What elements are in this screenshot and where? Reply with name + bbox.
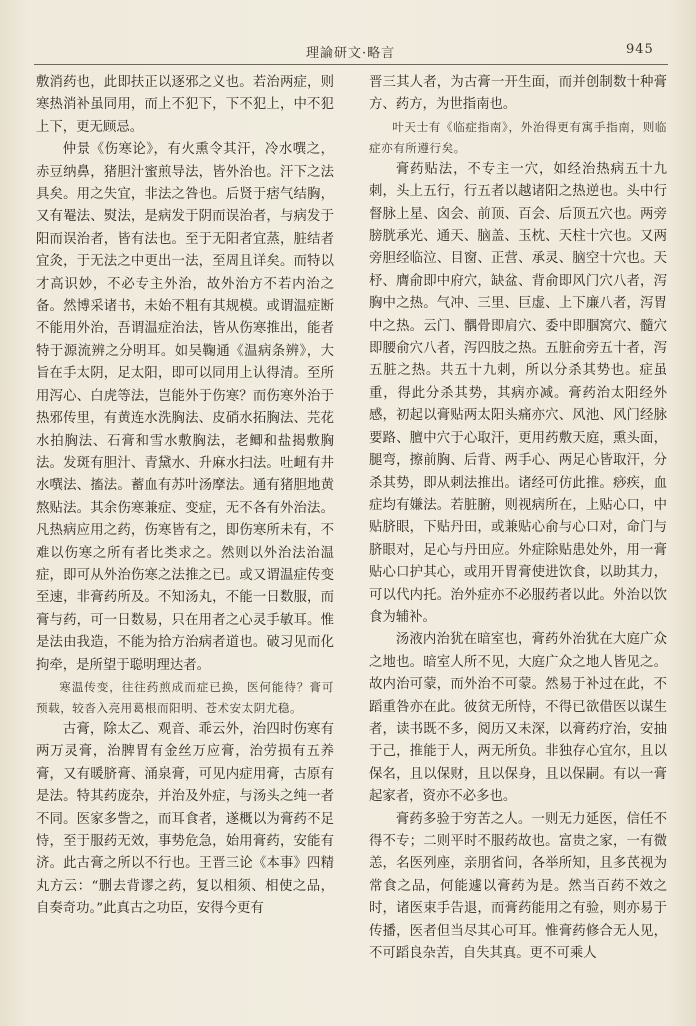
paragraph: 汤液内治犹在暗室也，膏药外治犹在大庭广众之地也。暗室人所不见，大庭广众之地人皆见之。故内治可蒙，而外治不可蒙。然易于补过在此，不蹈重咎亦在此。彼贫无所恃，不得已欲借医以谋生者，读书既不多，阅历又未深，以膏药疗治，安抽于己，推能于人，两无所负。非独存心宜尔，且以保名，且以保财，且以保身，且以保嗣。有以一膏起家者，资亦不必多也。: [369, 632, 667, 805]
right-column: [369, 72, 667, 1012]
left-column: [36, 72, 334, 1012]
paragraph: 膏药贴法，不专主一穴，如经治热病五十九刺，头上五行，行五者以越诸阳之热逆也。头中行督脉上星、囟会、前顶、百会、后顶五穴也。两旁膀胱承光、通天、脑盖、玉枕、天柱十穴也。又两旁胆经临泣、目窗、正营、承灵、脑空十穴也。天杼、膺俞即中府穴，缺盆、背俞即风门穴八者，泻胸中之热。气冲、三里、巨虚、上下廉八者，泻胃中之热。云门、髃骨即肩穴、委中即腘窝穴、髓穴即腰俞穴八者，泻四肢之热。五脏俞旁五十者，泻五脏之热。共五十九刺，所以分杀其势也。症虽重，得此分杀其势，其病亦减。膏药治太阳经外感，初起以膏贴两太阳头痛亦穴、风池、风门经脉要路、膻中穴于心取汗，更用药敷天庭，熏头面，腿弯，擦前胸、后背、两手心、两足心皆取汗，分杀其势，即从刺法推出。诸经可仿此推。痧疾，血症均有嫌法。若脏腑，则视病所在，上贴心口，中贴脐眼，下贴丹田，或兼贴心俞与心口对，命门与脐眼对，足心与丹田应。外症除贴患处外，用一膏贴心口护其心，或用开胃膏使进饮食，以助其力，可以代内托。治外症亦不必服药者以此。外治以饮食为辅补。: [369, 161, 667, 625]
paragraph-continuation: 晋三其人者，为古膏一开生面，而并创制数十种膏方、药方，为世指南也。: [369, 75, 667, 113]
annotation-note: 寒温传变，往往药煎成而症已换，医何能待？膏可预载，较沓入亮用葛根而阳明、苍术安太阴尤稳。: [36, 679, 334, 715]
running-title: 理論研文·略言: [306, 46, 396, 61]
page-number: 945: [626, 42, 654, 57]
paragraph: 仲景《伤寒论》，有火熏令其汗，冷水噀之，赤豆纳鼻，猪胆汁蜜煎导法，皆外治也。汗下之法具矣。用之失宜，非法之咎也。后贤于痞气结胸，又有罨法、熨法，是病发于阴而误治者，与病发于阳而误治者，皆有法也。至于无阳者宜蒸，脏结者宜灸，于无法之中更出一法，至周且详矣。而特以才高识妙，不必专主外治，故外治方不若内治之备。然博采诸书，未始不粗有其规模。或谓温症断不能用外治，吾谓温症治法，皆从伤寒推出，能者特于源流辨之分明耳。如吴鞠通《温病条辨》，大旨在手太阴，足太阳，即可以同用上认得清。至所用泻心、白虎等法，岂能外于伤寒？而伤寒外治于热邪传里，有黄连水洗胸法、皮硝水拓胸法、芫花水拍胸法、石膏和雪水敷胸法，老鲫和盐揭敷胸法。发斑有胆汁、青黛水、升麻水扫法。吐衄有井水噀法、搐法。蓄血有苏叶汤摩法。通有猪胆地黄熬贴法。其余伤寒兼症、变症，无不各有外治法。凡热病应用之药，伤寒皆有之，即伤寒所未有，不难以伤寒之所有者比类求之。然则以外治法治温症，即可从外治伤寒之法推之已。或又谓温症传变至速，非膏药所及。不知汤丸，不能一日数服，而膏与药，可一日数易，只在用者之心灵手敏耳。惟是法由我造，不能为拾方治病者道也。破习见而化拘牵，是所望于聪明理达者。: [36, 142, 334, 673]
paragraph: 膏药多验于穷苦之人。一则无力延医，信任不得不专；二则平时不服药故也。富贵之家，一有微恙，名医列座，亲朋省问，各举所知，且多芪视为常食之品，何能遽以膏药为是。然当百药不效之时，诸医束手告退，而膏药能用之有验，则亦易于传播，医者但当尽其心可耳。惟膏药修合无人见，不可蹈良杂苦，自失其真。更不可乘人: [369, 811, 667, 962]
paragraph: 古膏，除太乙、观音、乖云外，治四时伤寒有两万灵膏，治脾胃有金丝万应膏，治劳损有五养膏，又有暖脐膏、涌泉膏，可见内症用膏，古原有是法。特其药庞杂，并治及外症，与汤头之纯一者不同。医家多訾之，而耳食者，遂概以为膏药不足恃，至于服药无效，事势危急，始用膏药，安能有济。此古膏之所以不行也。王晋三论《本事》四精丸方云：“删去背谬之药，复以相须、相使之品，自奏奇功。”此真古之功臣，安得今更有: [36, 721, 334, 917]
header-rule: [34, 64, 668, 65]
page-header: [0, 34, 696, 64]
annotation-note: 叶天士有《临症指南》，外治得更有寓手指南，则临症亦有所遵行矣。: [369, 119, 667, 155]
paragraph-continuation: 敷消药也，此即扶正以逐邪之义也。若治两症，则寒热消补虽同用，而上不犯下，下不犯上，中不犯上下，更无顾忌。: [36, 75, 334, 135]
